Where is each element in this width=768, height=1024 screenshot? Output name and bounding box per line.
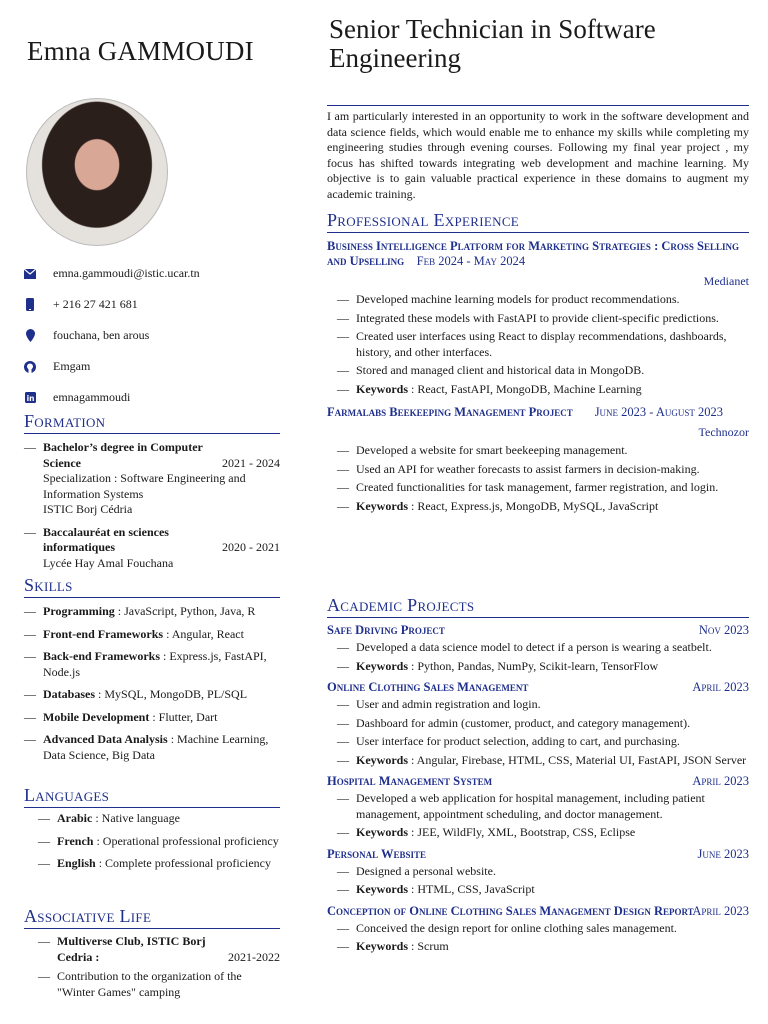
job-bullet: — Created functionalities for task management, farmer registration, and login.	[337, 480, 749, 496]
keywords-value: : React, Express.js, MongoDB, MySQL, JavaScript	[408, 498, 659, 513]
degree-details: Specialization : Software Engineering and Information Systems	[43, 471, 246, 501]
skill-item	[24, 687, 280, 703]
headline: Senior Technician in Software Engineering	[329, 14, 656, 73]
project-bullet: — Designed a personal website.	[337, 864, 749, 880]
keywords-value: : JEE, WildFly, XML, Bootstrap, CSS, Eclipse	[408, 825, 636, 839]
skill-label: Databases	[43, 687, 96, 701]
keywords-label: Keywords	[356, 381, 408, 396]
degree: — Baccalauréat en sciences informatiques	[43, 524, 169, 554]
project-dates: April 2023	[692, 774, 749, 788]
project-title: Safe Driving Project	[327, 623, 445, 637]
job-bullet: — Used an API for weather forecasts to assist farmers in decision-making.	[337, 462, 749, 478]
language-item	[38, 834, 280, 850]
projects-section	[327, 595, 749, 955]
project-keywords	[337, 753, 749, 769]
degree-dates: 2021 - 2024	[222, 455, 280, 470]
formation-item	[24, 440, 280, 518]
job-keywords	[337, 382, 749, 398]
language-item	[38, 856, 280, 872]
language-level: : Native language	[92, 811, 180, 825]
job-bullet: — Stored and managed client and historical data in MongoDB.	[337, 363, 749, 379]
skills-heading: Skills	[24, 575, 280, 598]
project-keywords	[337, 825, 749, 841]
contact-github[interactable]	[24, 359, 90, 374]
project-title: Conception of Online Clothing Sales Management Design Report	[327, 903, 694, 918]
club-name: — Multiverse Club, ISTIC Borj Cedria :	[57, 934, 206, 964]
school: ISTIC Borj Cédria	[43, 502, 133, 516]
summary: I am particularly interested in an opportunity to work in the software development and data science fields, which would enable me to enhance my skills while completing my engineering studies through evening courses. Following my final year project , my focus has shifted towards integrating web development and machine learning. My objective is to gain valuable practical experience in these domains to augment my academic training.	[327, 105, 749, 202]
associative-section	[24, 906, 280, 1000]
formation-item	[24, 525, 280, 572]
skill-label: Programming	[43, 604, 115, 618]
job-entry	[327, 239, 749, 397]
project-dates: April 2023	[692, 680, 749, 694]
keywords-label: Keywords	[356, 939, 408, 953]
skill-label: Front-end Frameworks	[43, 626, 164, 641]
skill-item	[24, 627, 280, 643]
skill-item	[24, 649, 280, 680]
keywords-label: Keywords	[356, 825, 408, 839]
job-bullet: — Developed a website for smart beekeeping management.	[337, 443, 749, 459]
project-dates: April 2023	[692, 903, 749, 918]
associative-detail: — Contribution to the organization of the "Winter Games" camping	[38, 969, 280, 1000]
skill-label: Back-end Frameworks	[43, 649, 160, 663]
job-company: Technozor	[698, 425, 749, 439]
github-icon	[24, 361, 36, 373]
contact-location	[24, 328, 149, 343]
skills-section	[24, 575, 280, 763]
envelope-icon	[24, 268, 36, 280]
location-text: fouchana, ben arous	[53, 328, 150, 342]
project-bullet: — User and admin registration and login.	[337, 697, 749, 713]
project-keywords	[337, 659, 749, 675]
project-keywords	[337, 882, 749, 898]
language-label: English	[57, 856, 96, 870]
keywords-label: Keywords	[356, 882, 408, 896]
skill-value: : Flutter, Dart	[149, 709, 218, 724]
formation-section	[24, 411, 280, 571]
project-entry	[327, 680, 749, 768]
skill-value: : Machine Learning, Data Science, Big Data	[43, 732, 269, 762]
project-title: Hospital Management System	[327, 774, 493, 788]
job-entry	[327, 405, 749, 514]
keywords-value: : Python, Pandas, NumPy, Scikit-learn, TensorFlow	[408, 658, 659, 673]
language-level: : Complete professional proficiency	[95, 856, 271, 870]
language-level: : Operational professional proficiency	[93, 833, 279, 848]
languages-heading: Languages	[24, 785, 280, 808]
project-bullet: — Developed a data science model to detect if a person is wearing a seatbelt.	[337, 640, 749, 656]
keywords-value: : Angular, Firebase, HTML, CSS, Material UI, FastAPI, JSON Server	[408, 752, 747, 767]
project-dates: Nov 2023	[698, 623, 749, 637]
project-keywords	[337, 939, 749, 955]
skill-value: : Angular, React	[163, 626, 244, 641]
project-dates: June 2023	[697, 846, 749, 861]
projects-heading: Academic Projects	[327, 595, 749, 618]
experience-heading: Professional Experience	[327, 210, 749, 233]
experience-section	[327, 210, 749, 514]
contact-linkedin[interactable]	[24, 390, 130, 405]
skill-item	[24, 604, 280, 620]
project-entry	[327, 847, 749, 898]
skill-value: : MySQL, MongoDB, PL/SQL	[95, 687, 248, 701]
job-dates: June 2023 - August 2023	[594, 405, 724, 419]
languages-section	[24, 785, 280, 872]
degree-dates: 2020 - 2021	[222, 540, 280, 554]
skill-label: Advanced Data Analysis	[43, 732, 168, 746]
job-title: Business Intelligence Platform for Marketing Strategies : Cross Selling and Upselling	[327, 239, 739, 268]
project-title: Personal Website	[327, 846, 427, 861]
project-title: Online Clothing Sales Management	[327, 680, 529, 694]
project-bullet: — Developed a web application for hospital management, including patient management, appointment scheduling, and doctor management.	[337, 791, 749, 822]
job-bullet: — Developed machine learning models for product recommendations.	[337, 292, 749, 308]
skill-value: : JavaScript, Python, Java, R	[114, 604, 256, 618]
language-item	[38, 811, 280, 827]
candidate-name: Emna GAMMOUDI	[27, 36, 254, 66]
skill-label: Mobile Development	[43, 709, 150, 724]
contact-email[interactable]	[24, 266, 200, 281]
github-text: Emgam	[53, 359, 91, 373]
profile-photo	[26, 98, 168, 246]
keywords-label: Keywords	[356, 752, 408, 767]
formation-heading: Formation	[24, 411, 280, 434]
language-label: French	[57, 833, 94, 848]
keywords-label: Keywords	[356, 498, 408, 513]
skill-item	[24, 710, 280, 726]
project-bullet: — Conceived the design report for online clothing sales management.	[337, 921, 749, 937]
linkedin-text: emnagammoudi	[53, 390, 131, 404]
keywords-value: : React, FastAPI, MongoDB, Machine Learning	[408, 381, 642, 396]
skill-item	[24, 732, 280, 763]
job-bullet: — Created user interfaces using React to display recommendations, dashboards, history, and other interfaces.	[337, 329, 749, 360]
keywords-value: : HTML, CSS, JavaScript	[408, 882, 535, 896]
associative-heading: Associative Life	[24, 906, 280, 929]
contact-phone[interactable]	[24, 297, 138, 312]
linkedin-icon	[24, 392, 36, 404]
phone-icon	[24, 299, 36, 311]
project-bullet: — User interface for product selection, adding to cart, and purchasing.	[337, 734, 749, 750]
job-dates: Feb 2024 - May 2024	[416, 254, 526, 268]
project-entry	[327, 774, 749, 841]
project-entry	[327, 623, 749, 674]
job-keywords	[337, 499, 749, 515]
school: Lycée Hay Amal Fouchana	[43, 555, 174, 570]
project-entry	[327, 904, 749, 955]
associative-item	[38, 934, 280, 965]
degree: — Bachelor’s degree in Computer Science	[43, 440, 203, 470]
language-label: Arabic	[57, 811, 93, 825]
map-pin-icon	[24, 330, 36, 342]
job-bullet: — Integrated these models with FastAPI to provide client-specific predictions.	[337, 311, 749, 327]
keywords-value: : Scrum	[408, 939, 449, 953]
project-bullet: — Dashboard for admin (customer, product, and category management).	[337, 716, 749, 732]
phone-text: + 216 27 421 681	[53, 297, 138, 311]
email-text: emna.gammoudi@istic.ucar.tn	[53, 266, 200, 280]
skill-value: : Express.js, FastAPI, Node.js	[43, 649, 267, 679]
keywords-label: Keywords	[356, 658, 408, 673]
club-dates: 2021-2022	[228, 949, 280, 964]
job-title: Farmalabs Beekeeping Management Project	[327, 405, 573, 419]
svg-text:in: in	[26, 394, 35, 403]
job-company: Medianet	[703, 274, 749, 288]
